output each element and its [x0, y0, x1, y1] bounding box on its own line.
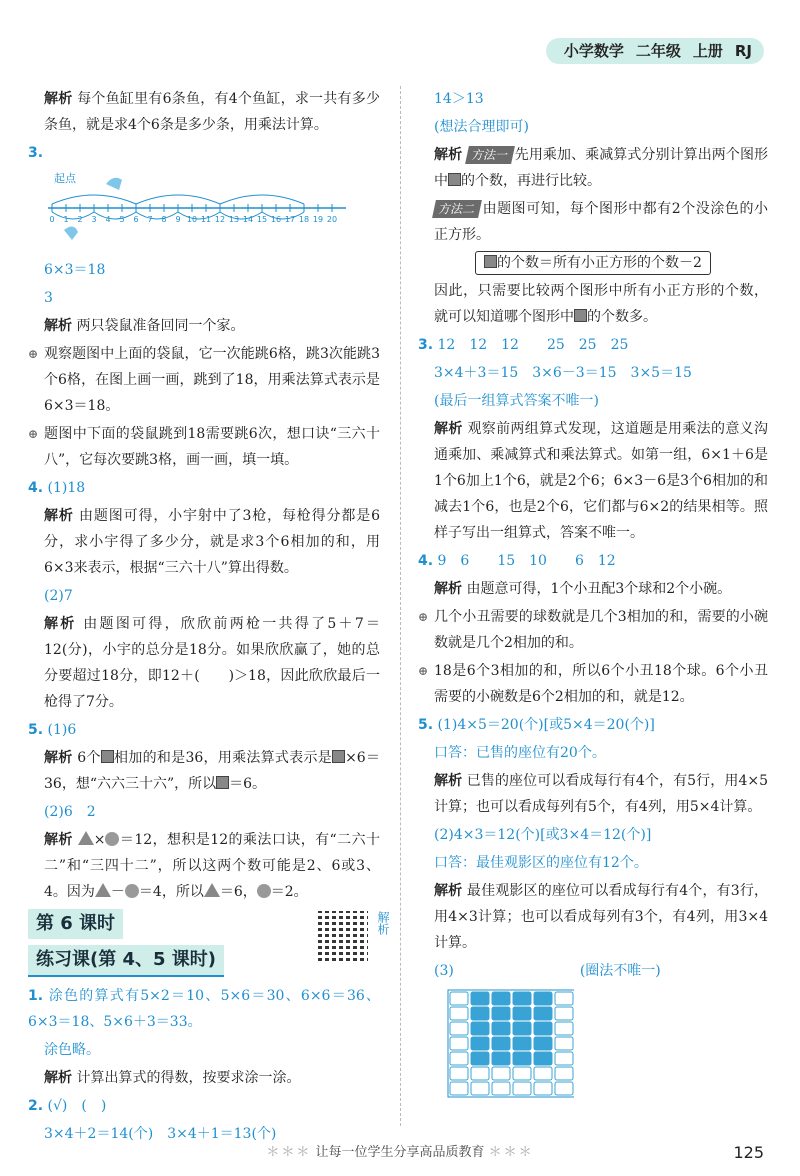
triangle-icon — [78, 831, 94, 845]
seat — [534, 1007, 552, 1020]
kangaroo-icon — [106, 178, 122, 190]
note: (圈法不唯一) — [579, 963, 661, 979]
rq4-answer — [418, 548, 768, 574]
text: 的个数多。 — [587, 309, 657, 325]
number-line-figure — [46, 168, 346, 248]
tick-label: 4 — [105, 215, 111, 224]
jump-arc — [178, 212, 220, 219]
rq5-answer-3 — [418, 958, 768, 984]
tick-label: 5 — [119, 215, 125, 224]
seat — [555, 1082, 573, 1095]
tick-label: 20 — [326, 215, 338, 224]
column-divider — [400, 86, 401, 1126]
rq3-answer-3: (最后一组算式答案不唯一) — [434, 393, 599, 409]
question-number: 4. — [418, 553, 434, 569]
seat — [492, 1037, 510, 1050]
r-since — [418, 278, 768, 330]
jiexi-label: 解析 — [44, 508, 74, 524]
jiexi-label: 解析 — [44, 91, 73, 107]
text: ＝2。 — [270, 884, 308, 900]
e1-explanation — [28, 1065, 380, 1091]
seat — [450, 1037, 468, 1050]
r-compare: 14＞13 — [434, 91, 484, 107]
jump-arc — [136, 212, 178, 219]
rq3-answer-2: 3×4＋3＝15 3×6－3＝15 3×5＝15 — [434, 365, 692, 381]
left-p1 — [28, 86, 380, 138]
answer: (3) — [434, 963, 454, 979]
seat — [492, 1052, 510, 1065]
rq5-oral-1: 口答：已售的座位有20个。 — [434, 745, 606, 761]
plus-circle-icon: ⊕ — [28, 427, 39, 441]
jump-arc — [94, 212, 136, 219]
jiexi-label: 解析 — [434, 883, 463, 899]
tick-label: 8 — [161, 215, 167, 224]
tick-label: 0 — [49, 215, 55, 224]
circle-icon — [125, 884, 139, 898]
text: 先用乘加、乘减算式分别计算出两个图形中 — [434, 147, 769, 189]
seat — [471, 1022, 489, 1035]
tick-label: 12 — [214, 215, 226, 224]
method-2-tag: 方法二 — [432, 200, 482, 218]
text: 题图中下面的袋鼠跳到18需要跳6次，想口诀“三六十八”，它每次要跳3格，画一画，填一填。 — [44, 426, 380, 468]
jump-arc — [220, 195, 304, 204]
jiexi-label: 解析 — [434, 581, 462, 597]
tick-label: 7 — [147, 215, 153, 224]
question-number: 5. — [28, 722, 44, 738]
text: 每个鱼缸里有6条鱼，有4个鱼缸，求一共有多少条鱼，就是求4个6条是多少条，用乘法计算。 — [44, 91, 381, 133]
q5-explanation-2 — [28, 827, 380, 905]
text: 最佳观影区的座位可以看成每行有4个，有3行，用4×3计算；也可以看成每列有3个，有4列，用3×4计算。 — [434, 883, 768, 951]
formula-box — [418, 250, 768, 276]
jiexi-label: 解析 — [44, 750, 73, 766]
square-icon — [574, 309, 587, 322]
rq3-answer-1 — [418, 332, 768, 358]
rq4-explanation — [418, 576, 768, 602]
seat — [555, 992, 573, 1005]
jiexi-label: 解析 — [44, 1070, 72, 1086]
formula — [475, 251, 711, 275]
answer: (1)18 — [47, 480, 86, 496]
footer-stars-left: ＊＊＊ — [266, 1145, 312, 1160]
q5-answer-1 — [28, 717, 380, 743]
plus-circle-icon: ⊕ — [418, 664, 429, 678]
seat — [450, 1067, 468, 1080]
seat — [513, 1022, 531, 1035]
answer: 涂色的算式有5×2＝10、5×6＝30、6×6＝36、6×3＝18、5×6＋3＝33。 — [28, 988, 381, 1030]
q3-bullet-1 — [28, 341, 380, 419]
seat — [492, 1007, 510, 1020]
text: 观察前两组算式发现，这道题是用乘法的意义沟通乘加、乘减算式和乘法算式。如第一组，6×1＋6是1个6加上1个6，就是2个6；6×3－6是3个6相加的和减去1个6，也是2个6，它们都与6×2的结果相等。照样子写出一组算式，答案不唯一。 — [434, 421, 768, 541]
rq5-oral-2: 口答：最佳观影区的座位有12个。 — [434, 855, 648, 871]
jump-arc — [52, 212, 94, 219]
jiexi-label: 解析 — [434, 421, 463, 437]
start-label: 起点 — [54, 172, 76, 185]
answer: 12 12 12 25 25 25 — [437, 337, 629, 353]
tick-label: 6 — [133, 215, 139, 224]
text: 计算出算式的得数，按要求涂一涂。 — [76, 1070, 301, 1086]
tick-label: 13 — [228, 215, 240, 224]
e1-text — [28, 983, 380, 1035]
seat — [471, 1007, 489, 1020]
seat — [450, 1022, 468, 1035]
square-icon — [484, 255, 497, 268]
jump-arc — [136, 195, 220, 204]
left-column — [28, 86, 390, 1149]
tick-label: 18 — [298, 215, 310, 224]
page-number: 125 — [733, 1143, 764, 1162]
header-tag — [546, 38, 764, 64]
text: 相加的和是36，用乘法算式表示是 — [113, 750, 333, 766]
rq5-explanation-1 — [418, 768, 768, 820]
seat — [450, 1082, 468, 1095]
rq5-answer-2: (2)4×3＝12(个)[或3×4＝12(个)] — [434, 827, 652, 843]
jiexi-label: 解析 — [434, 147, 463, 163]
method-1 — [418, 142, 768, 194]
seat — [471, 1037, 489, 1050]
q4-answer-1 — [28, 475, 380, 501]
e2-answer-1 — [28, 1093, 380, 1119]
seat — [555, 1052, 573, 1065]
jump-arc — [220, 212, 262, 219]
text: 的个数，再进行比较。 — [461, 173, 601, 189]
q4-explanation-1 — [28, 503, 380, 581]
text: ＝6， — [219, 884, 257, 900]
text: 由题图可得，欣欣前两枪一共得了5＋7＝12(分)，小宇的总分是18分。如果欣欣赢了，她的总分要超过18分，即12＋( )＞18，因此欣欣最后一枪得了7分。 — [44, 616, 380, 710]
square-icon — [101, 750, 114, 763]
tick-label: 1 — [63, 215, 69, 224]
answer: (1)4×5＝20(个)[或5×4＝20(个)] — [437, 717, 655, 733]
seat — [555, 1007, 573, 1020]
seat — [534, 992, 552, 1005]
answer: 9 6 15 10 6 12 — [437, 553, 616, 569]
volume: 上册 — [692, 42, 723, 60]
seat-grid — [448, 990, 574, 1097]
text: 因此，只需要比较两个图形中所有小正方形的个数，就可以知道哪个图形中 — [434, 283, 768, 325]
triangle-icon — [95, 883, 111, 897]
jiexi-label: 解析 — [44, 832, 73, 848]
circle-icon — [105, 832, 119, 846]
text: 几个小丑需要的球数就是几个3相加的和，需要的小碗数就是几个2相加的和。 — [434, 609, 768, 651]
tick-label: 9 — [175, 215, 181, 224]
question-number: 5. — [418, 717, 434, 733]
seat — [450, 1052, 468, 1065]
square-icon — [448, 173, 461, 186]
text: 由题意可得，1个小丑配3个球和2个小碗。 — [466, 581, 732, 597]
grade: 二年级 — [635, 42, 681, 60]
q5-explanation-1 — [28, 745, 380, 797]
subject: 小学数学 — [563, 42, 624, 60]
right-column — [418, 86, 768, 1107]
e1-answer: 涂色略。 — [44, 1042, 100, 1058]
tick-label: 2 — [77, 215, 83, 224]
seat — [513, 1007, 531, 1020]
rq4-bullet-2 — [418, 658, 768, 710]
edition: RJ — [734, 42, 752, 60]
text: － — [110, 884, 125, 900]
qr-label: 解析 — [376, 911, 390, 935]
seat — [471, 1067, 489, 1080]
seat — [534, 1037, 552, 1050]
lesson-subtitle: 练习课(第 4、5 课时) — [28, 945, 224, 977]
q3-answer-1: 6×3＝18 — [44, 262, 106, 278]
seat — [513, 1082, 531, 1095]
seat — [471, 1082, 489, 1095]
q3-bullet-2 — [28, 421, 380, 473]
tick-group — [49, 204, 337, 224]
q3-header — [28, 140, 380, 166]
seat — [471, 1052, 489, 1065]
text: 的个数＝所有小正方形的个数－2 — [497, 255, 702, 271]
r-note: (想法合理即可) — [434, 119, 529, 135]
text: 已售的座位可以看成每行有4个，有5行，用4×5计算；也可以看成每列有5个，有4列，用5×4计算。 — [434, 773, 769, 815]
tick-label: 3 — [91, 215, 97, 224]
seat — [555, 1037, 573, 1050]
seat — [450, 1007, 468, 1020]
footer-stars-right: ＊＊＊ — [488, 1145, 534, 1160]
tick-label: 16 — [270, 215, 282, 224]
seat — [513, 1067, 531, 1080]
text: 6个 — [77, 750, 101, 766]
seat — [450, 992, 468, 1005]
q5-answer-2: (2)6 2 — [44, 804, 96, 820]
seat — [534, 1052, 552, 1065]
lesson-header — [28, 909, 390, 983]
text: 18是6个3相加的和，所以6个小丑18个球。6个小丑需要的小碗数是6个2相加的和，就是12。 — [434, 663, 768, 705]
question-number: 3. — [28, 145, 44, 161]
text: 观察题图中上面的袋鼠，它一次能跳6格，跳3次能跳3个6格，在图上画一画，跳到了18，用乘法算式表示是6×3＝18。 — [44, 346, 380, 414]
text: ＝6。 — [229, 776, 267, 792]
question-number: 2. — [28, 1098, 44, 1114]
tick-label: 14 — [242, 215, 254, 224]
seat — [534, 1022, 552, 1035]
text: 两只袋鼠准备回同一个家。 — [76, 318, 245, 334]
plus-circle-icon: ⊕ — [418, 610, 429, 624]
jiexi-label: 解析 — [44, 616, 77, 632]
seat — [471, 992, 489, 1005]
tick-label: 10 — [186, 215, 198, 224]
seat — [513, 1052, 531, 1065]
lesson-title: 第 6 课时 — [28, 909, 123, 939]
seat — [492, 1067, 510, 1080]
seat — [534, 1082, 552, 1095]
rq5-answer-1 — [418, 712, 768, 738]
text: ＝12，想积是12的乘法口诀，有“二六十二”和“三四十二”，所以这两个数可能是2、6或3、4。因为 — [44, 832, 380, 900]
seat — [513, 1037, 531, 1050]
text: 由题图可知，每个图形中都有2个没涂色的小正方形。 — [434, 201, 768, 243]
jump-arc — [262, 212, 304, 219]
plus-circle-icon: ⊕ — [28, 347, 39, 361]
q4-explanation-2 — [28, 611, 380, 715]
seat — [492, 1082, 510, 1095]
text: ×6＝36，想“六六三十六”，所以 — [44, 750, 380, 792]
answer: (1)6 — [47, 722, 77, 738]
footer-slogan: 让每一位学生分享高品质教育 — [315, 1145, 485, 1160]
answer: (√) ( ) — [47, 1098, 107, 1114]
q3-answer-2: 3 — [44, 290, 53, 306]
question-number: 4. — [28, 480, 44, 496]
text: × — [93, 832, 106, 848]
seat-grid-figure — [444, 988, 574, 1098]
question-number: 3. — [418, 337, 434, 353]
seat — [555, 1067, 573, 1080]
seat — [492, 992, 510, 1005]
rq4-bullet-1 — [418, 604, 768, 656]
tick-label: 11 — [200, 215, 212, 224]
question-number: 1. — [28, 988, 44, 1004]
square-icon — [332, 750, 345, 763]
seat — [534, 1067, 552, 1080]
text: ＝4，所以 — [138, 884, 204, 900]
jiexi-label: 解析 — [434, 773, 463, 789]
triangle-icon — [204, 883, 220, 897]
seat — [492, 1022, 510, 1035]
square-icon — [216, 776, 229, 789]
kangaroo-icon — [64, 226, 78, 240]
circle-icon — [257, 884, 271, 898]
tick-label: 19 — [312, 215, 324, 224]
tick-label: 15 — [256, 215, 268, 224]
q3-explanation — [28, 313, 380, 339]
text: 由题图可得，小宇射中了3枪，每枪得分都是6分，求小宇得了多少分，就是求3个6相加的和，用6×3来表示，根据“三六十八”算出得数。 — [44, 508, 380, 576]
seat — [513, 992, 531, 1005]
jiexi-label: 解析 — [44, 318, 72, 334]
rq3-explanation — [418, 416, 768, 546]
footer — [0, 1141, 800, 1160]
method-1-tag: 方法一 — [465, 146, 515, 164]
e2-answer-2: 3×4＋2＝14(个) 3×4＋1＝13(个) — [44, 1126, 277, 1142]
jump-arc — [52, 195, 136, 204]
seat — [555, 1022, 573, 1035]
rq5-explanation-2 — [418, 878, 768, 956]
q4-answer-2: (2)7 — [44, 588, 73, 604]
method-2 — [418, 196, 768, 248]
qr-code[interactable] — [318, 911, 368, 961]
tick-label: 17 — [284, 215, 296, 224]
